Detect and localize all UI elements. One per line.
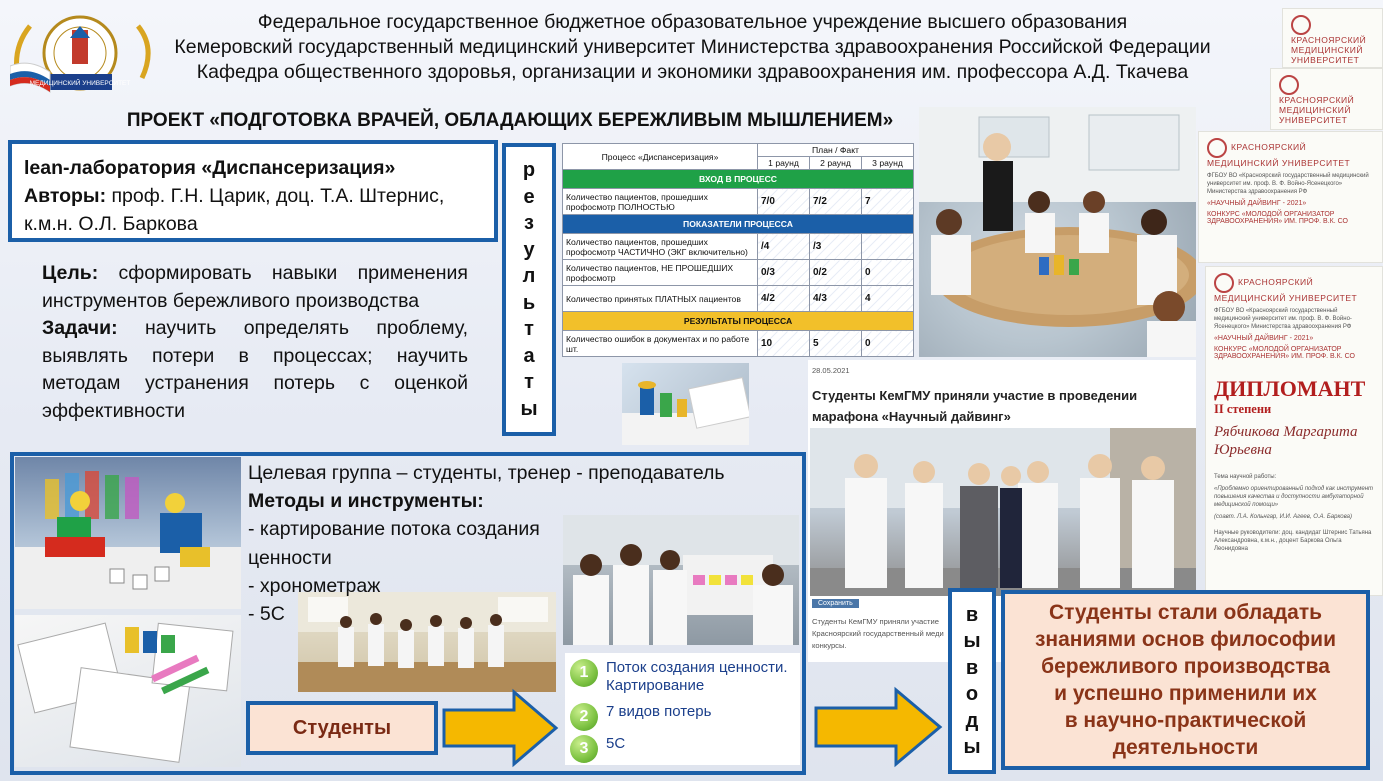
results-letter: т bbox=[524, 371, 534, 393]
results-vertical-label bbox=[502, 143, 556, 436]
project-title: ПРОЕКТ «ПОДГОТОВКА ВРАЧЕЙ, ОБЛАДАЮЩИХ БЕРЕЖЛИВЫМ МЫШЛЕНИЕМ» bbox=[126, 110, 894, 131]
table-cell: 4/3 bbox=[810, 286, 862, 312]
conclusion-line: и успешно применили их bbox=[1054, 682, 1317, 705]
authors-names: проф. Г.Н. Царик, доц. Т.А. Штернис, к.м.н. О.Л. Баркова bbox=[24, 185, 445, 235]
header bbox=[120, 10, 1265, 85]
arrow-right-icon bbox=[814, 686, 944, 768]
conclusion-line: в научно-практической bbox=[1064, 709, 1307, 732]
step-number-icon: 2 bbox=[570, 703, 598, 731]
step-item bbox=[570, 703, 711, 731]
step-item bbox=[570, 735, 625, 763]
table-row bbox=[563, 286, 914, 312]
table-cell: 0 bbox=[862, 260, 914, 286]
news-title[interactable]: Студенты КемГМУ приняли участие в проведении марафона «Научный дайвинг» bbox=[812, 388, 1138, 424]
diploma-university-4: КРАСНОЯРСКИЙ МЕДИЦИНСКИЙ УНИВЕРСИТЕТ bbox=[1214, 276, 1358, 303]
table-cell: 0/2 bbox=[810, 260, 862, 286]
table-row bbox=[563, 331, 914, 357]
conclusion-line: Студенты стали обладать bbox=[1048, 601, 1323, 624]
method-item-1: - картирование потока создания ценности bbox=[248, 518, 540, 569]
table-cell: 7/2 bbox=[810, 189, 862, 215]
table-section-row bbox=[563, 170, 914, 189]
news-save-button[interactable]: Сохранить bbox=[812, 599, 859, 608]
diploma-work-title: «Проблемно ориентированный подход как инструмент повышения качества и доступности амбулаторной медицинской помощи» bbox=[1214, 486, 1374, 508]
table-game-photo bbox=[622, 363, 749, 445]
header-line-3: Кафедра общественного здоровья, организации и экономики здравоохранения им. профессора А.Д. Ткачева bbox=[196, 61, 1189, 83]
arrow-right-icon bbox=[442, 688, 560, 768]
table-cell: /4 bbox=[758, 234, 810, 260]
conclusion-line: деятельности bbox=[1112, 736, 1259, 759]
table-section-title: РЕЗУЛЬТАТЫ ПРОЦЕССА bbox=[563, 312, 914, 331]
tasks-text: научить определять проблему, выявлять потери в процессах; научить методам устранения потерь с оценкой эффективности bbox=[42, 317, 468, 422]
step-text: 7 видов потерь bbox=[606, 703, 712, 720]
lab-authors bbox=[24, 182, 482, 238]
table-round-header: 2 раунд bbox=[810, 157, 862, 170]
diploma-contest-4: КОНКУРС «МОЛОДОЙ ОРГАНИЗАТОР ЗДРАВООХРАНЕНИЯ» ИМ. ПРОФ. В.К. СО bbox=[1214, 346, 1355, 360]
diploma-thumb-1 bbox=[1282, 8, 1383, 68]
conclusions-letter: ы bbox=[963, 630, 981, 652]
diploma-coauthors: (соавт. Л.А. Кольнгар, И.И. Агеев, О.А. Баркова) bbox=[1214, 514, 1352, 520]
seal-icon bbox=[1291, 15, 1311, 35]
conclusions-letter: ы bbox=[963, 736, 981, 758]
classroom-photo bbox=[919, 107, 1196, 357]
authors-label: Авторы: bbox=[24, 185, 107, 207]
diploma-supervisor: Научные руководители: доц. кандидат Штернис Татьяна Александровна, к.м.н., доцент Баркова Ольга Леонидовна bbox=[1214, 530, 1372, 552]
lean-steps-list bbox=[565, 653, 800, 765]
table-cell bbox=[862, 234, 914, 260]
header-line-2: Кемеровский государственный медицинский университет Министерства здравоохранения Российской Федерации bbox=[174, 36, 1211, 58]
header-line-1: Федеральное государственное бюджетное образовательное учреждение высшего образования bbox=[257, 11, 1128, 33]
table-cell: 7/0 bbox=[758, 189, 810, 215]
diploma-work-label: Тема научной работы: bbox=[1214, 474, 1277, 480]
diploma-thumb-3 bbox=[1198, 131, 1383, 263]
table-cell: 7 bbox=[862, 189, 914, 215]
table-cell: 0/3 bbox=[758, 260, 810, 286]
table-row-label: Количество пациентов, прошедших профосмотр ПОЛНОСТЬЮ bbox=[563, 189, 758, 215]
diploma-degree: II степени bbox=[1214, 402, 1272, 416]
table-cell: /3 bbox=[810, 234, 862, 260]
diploma-contest-3: КОНКУРС «МОЛОДОЙ ОРГАНИЗАТОР ЗДРАВООХРАНЕНИЯ» ИМ. ПРОФ. В.К. СО bbox=[1207, 211, 1348, 225]
conclusions-vertical-label bbox=[948, 588, 996, 774]
results-letter: е bbox=[523, 185, 535, 208]
methods-text bbox=[248, 459, 808, 628]
table-row-label: Количество принятых ПЛАТНЫХ пациентов bbox=[563, 286, 758, 312]
diploma-name: Рябчикова Маргарита Юрьевна bbox=[1214, 424, 1358, 458]
table-section-title: ПОКАЗАТЕЛИ ПРОЦЕССА bbox=[563, 215, 914, 234]
table-round-header: 3 раунд bbox=[862, 157, 914, 170]
results-letter: ы bbox=[520, 397, 538, 420]
news-date: 28.05.2021 bbox=[812, 366, 850, 375]
conclusions-letter: о bbox=[965, 683, 979, 705]
diploma-main bbox=[1205, 266, 1383, 596]
step-number-icon: 1 bbox=[570, 659, 598, 687]
table-plan-fact-header: План / Факт bbox=[758, 144, 914, 157]
goal-tasks-text bbox=[42, 260, 468, 426]
table-row bbox=[563, 234, 914, 260]
diploma-university-1: КРАСНОЯРСКИЙ МЕДИЦИНСКИЙ УНИВЕРСИТЕТ bbox=[1291, 35, 1367, 65]
table-cell: 4/2 bbox=[758, 286, 810, 312]
diploma-university-3: КРАСНОЯРСКИЙ МЕДИЦИНСКИЙ УНИВЕРСИТЕТ bbox=[1207, 141, 1351, 168]
goal-label: Цель: bbox=[42, 262, 99, 284]
diploma-event-3: «НАУЧНЫЙ ДАЙВИНГ - 2021» bbox=[1207, 200, 1307, 207]
results-letter: т bbox=[524, 318, 534, 340]
logo-text: МЕДИЦИНСКИЙ УНИВЕРСИТЕТ bbox=[29, 80, 131, 87]
conclusion-box bbox=[1001, 590, 1370, 770]
conclusion-line: бережливого производства bbox=[1041, 655, 1330, 678]
results-letter: л bbox=[522, 265, 536, 287]
table-cell: 4 bbox=[862, 286, 914, 312]
tasks-label: Задачи: bbox=[42, 317, 118, 340]
results-letter: р bbox=[522, 159, 536, 181]
diploma-event-4: «НАУЧНЫЙ ДАЙВИНГ - 2021» bbox=[1214, 335, 1314, 342]
table-process-header: Процесс «Диспансеризация» bbox=[563, 144, 758, 170]
table-row-label: Количество пациентов, прошедших профосмотр ЧАСТИЧНО (ЭКГ включительно) bbox=[563, 234, 758, 260]
seal-icon bbox=[1279, 75, 1299, 95]
table-round-header: 1 раунд bbox=[758, 157, 810, 170]
diploma-award: ДИПЛОМАНТ bbox=[1214, 376, 1366, 401]
diploma-small-text-3: ФГБОУ ВО «Красноярский государственный медицинский университет им. проф. В. Ф. Войно-Ясенецкого» Министерства здравоохранения РФ bbox=[1207, 173, 1369, 195]
table-row bbox=[563, 189, 914, 215]
diploma-thumb-2 bbox=[1270, 68, 1383, 130]
method-item-2: - хронометраж bbox=[248, 574, 381, 597]
seal-icon bbox=[1214, 273, 1234, 293]
methods-label: Методы и инструменты: bbox=[248, 490, 484, 513]
lab-title: lean-лаборатория «Диспансеризация» bbox=[24, 157, 396, 179]
lab-info-box bbox=[8, 140, 498, 242]
step-item bbox=[570, 659, 800, 695]
step-text: 5С bbox=[606, 735, 626, 752]
table-row bbox=[563, 260, 914, 286]
results-letter: з bbox=[524, 212, 534, 234]
conclusion-line: знаниями основ философии bbox=[1034, 628, 1336, 651]
results-letter: у bbox=[523, 238, 535, 261]
table-row-label: Количество пациентов, НЕ ПРОШЕДШИХ профосмотр bbox=[563, 260, 758, 286]
conclusions-letter: в bbox=[965, 656, 979, 679]
step-number-icon: 3 bbox=[570, 735, 598, 763]
table-row-label: Количество ошибок в документах и по работе шт. bbox=[563, 331, 758, 357]
table-section-row bbox=[563, 312, 914, 331]
step-text: Поток создания ценности. Картирование bbox=[606, 659, 788, 694]
conclusions-letter: в bbox=[965, 603, 979, 626]
table-section-title: ВХОД В ПРОЦЕСС bbox=[563, 170, 914, 189]
table-cell: 10 bbox=[758, 331, 810, 357]
news-photo bbox=[810, 428, 1196, 596]
table-cell: 0 bbox=[862, 331, 914, 357]
seal-icon bbox=[1207, 138, 1227, 158]
results-letter: а bbox=[523, 344, 535, 367]
results-letter: ь bbox=[522, 291, 536, 314]
diploma-university-2: КРАСНОЯРСКИЙ МЕДИЦИНСКИЙ УНИВЕРСИТЕТ bbox=[1279, 95, 1355, 125]
method-item-3: - 5С bbox=[248, 603, 285, 626]
table-cell: 5 bbox=[810, 331, 862, 357]
goal-text: сформировать навыки применения инструментов бережливого производства bbox=[42, 262, 468, 312]
diploma-small-text-4: ФГБОУ ВО «Красноярский государственный медицинский университет им. проф. В. Ф. Войно-Ясенецкого» Министерства здравоохранения РФ bbox=[1214, 308, 1352, 330]
process-metrics-table bbox=[562, 143, 914, 357]
students-label: Студенты bbox=[246, 701, 438, 755]
news-text: Студенты КемГМУ приняли участие Красноярский государственный меди конкурсы. bbox=[812, 617, 944, 650]
conclusions-letter: д bbox=[965, 709, 979, 732]
target-group: Целевая группа – студенты, тренер - преподаватель bbox=[248, 462, 725, 484]
table-section-row bbox=[563, 215, 914, 234]
